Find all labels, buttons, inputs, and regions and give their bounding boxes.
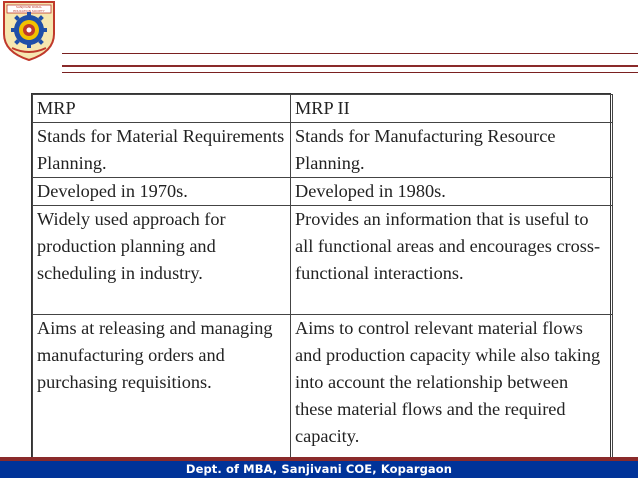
table-cell: Developed in 1980s. — [291, 178, 613, 206]
table-row — [33, 178, 613, 206]
table-cell: Stands for Manufacturing Resource Planning. — [291, 123, 613, 178]
table-row — [33, 315, 613, 464]
header-stripe — [62, 72, 638, 73]
table-cell: Aims at releasing and managing manufacturing orders and purchasing requisitions. — [33, 315, 291, 464]
comparison-table — [32, 94, 613, 464]
comparison-table-container — [31, 93, 611, 465]
table-header-row — [33, 95, 613, 123]
logo-text: SANJIVANI RURAL EDUCATION SOCIETY — [13, 5, 45, 13]
sanjivani-logo — [2, 0, 56, 62]
table-header-cell: MRP — [33, 95, 291, 123]
table-cell: Aims to control relevant material flows and production capacity while also taking into account the relationship between these material flows and the required capacity. — [291, 315, 613, 464]
table-row — [33, 206, 613, 315]
header-stripe — [62, 53, 638, 54]
footer-text: Dept. of MBA, Sanjivani COE, Kopargaon — [185, 462, 453, 476]
table-header-cell: MRP II — [291, 95, 613, 123]
table-cell: Stands for Material Requirements Planning. — [33, 123, 291, 178]
header-stripe — [62, 65, 638, 67]
table-cell: Widely used approach for production planning and scheduling in industry. — [33, 206, 291, 315]
table-row — [33, 123, 613, 178]
table-cell: Provides an information that is useful to all functional areas and encourages cross-functional interactions. — [291, 206, 613, 315]
table-cell: Developed in 1970s. — [33, 178, 291, 206]
